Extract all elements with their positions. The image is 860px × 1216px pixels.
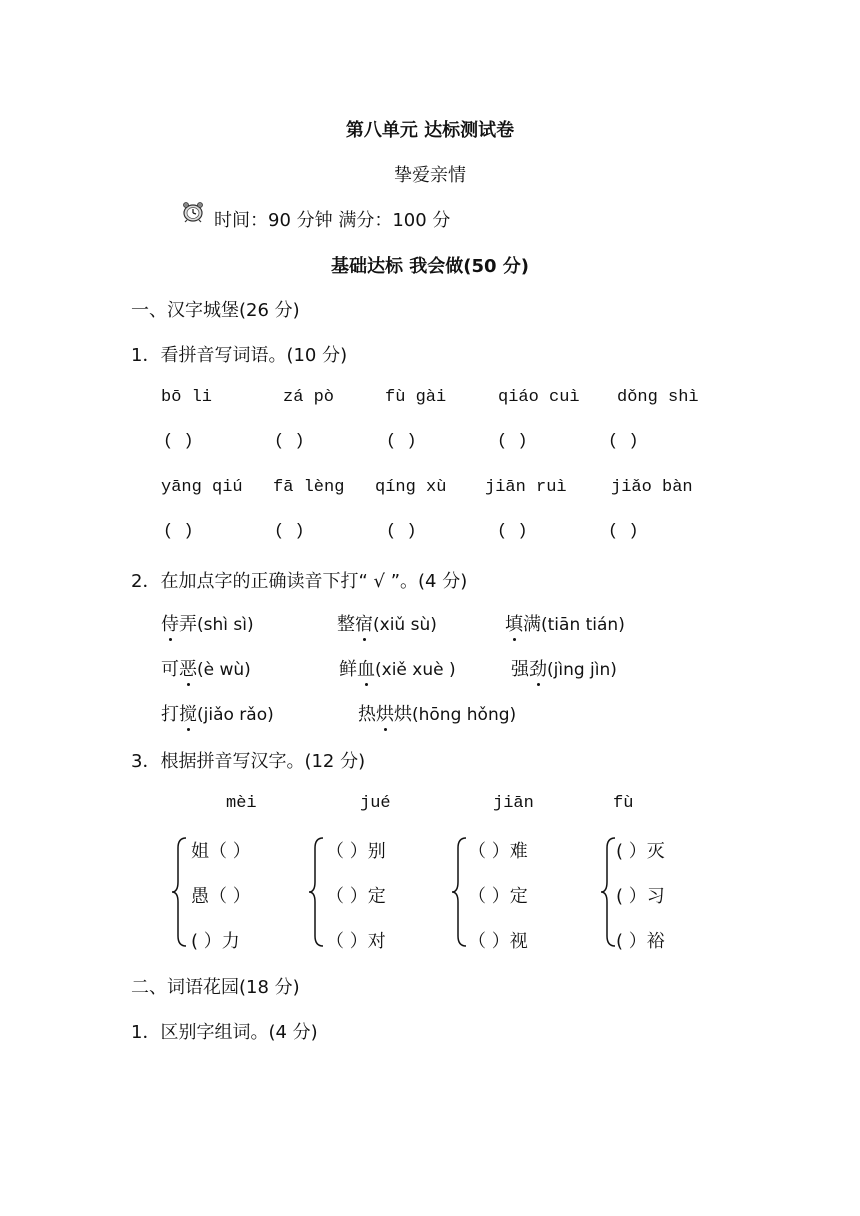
pronunciation-item[interactable] <box>337 610 437 636</box>
pinyin-item: jiǎo bàn <box>611 478 693 497</box>
word-part: 弄 <box>179 614 197 635</box>
pronunciation-options: (tiān tián) <box>541 615 625 635</box>
answer-blank[interactable]: ( ) <box>608 522 639 541</box>
pronunciation-options: (xiě xuè ) <box>375 660 456 680</box>
answer-blank[interactable]: ( ) <box>274 522 305 541</box>
pronunciation-options: (shì sì) <box>197 615 254 635</box>
word-part: 热 <box>358 704 376 725</box>
dotted-char: 劲 <box>529 659 547 680</box>
fill-line[interactable]: ( ）力 <box>191 931 240 952</box>
pronunciation-options: (xiǔ sù) <box>373 615 437 635</box>
pronunciation-options: (è wù) <box>197 660 251 680</box>
fill-line[interactable]: （ ）定 <box>326 886 386 907</box>
word-part: 烘 <box>394 704 412 725</box>
group-pinyin: jiān <box>493 794 534 813</box>
word-part: 可 <box>161 659 179 680</box>
brace-symbol <box>307 836 325 948</box>
brace-symbol <box>599 836 617 948</box>
pinyin-item: jiān ruì <box>485 478 567 497</box>
pinyin-item: fā lèng <box>273 478 345 497</box>
fill-line[interactable]: ( ）裕 <box>616 931 665 952</box>
pronunciation-item[interactable] <box>339 655 456 681</box>
q2-title: 2．在加点字的正确读音下打“ √ ”。(4 分) <box>131 571 468 592</box>
pronunciation-item[interactable] <box>161 610 254 636</box>
answer-blank[interactable]: ( ) <box>274 432 305 451</box>
fill-line[interactable]: （ ）定 <box>468 886 528 907</box>
fill-line[interactable]: ( ）灭 <box>616 841 665 862</box>
part1-title: 一、汉字城堡(26 分) <box>131 300 300 321</box>
page-title: 第八单元 达标测试卷 <box>345 120 515 141</box>
page-subtitle: 挚爱亲情 <box>394 165 466 186</box>
brace-symbol <box>170 836 188 948</box>
brace-symbol <box>450 836 468 948</box>
dotted-char: 血 <box>357 659 375 680</box>
pronunciation-options: (jiǎo rǎo) <box>197 705 274 725</box>
group-pinyin: mèi <box>226 794 257 813</box>
pinyin-item: fù gài <box>385 388 447 407</box>
dotted-char: 搅 <box>179 704 197 725</box>
pronunciation-options: (hōng hǒng) <box>412 705 517 725</box>
word-part: 打 <box>161 704 179 725</box>
answer-blank[interactable]: ( ) <box>386 432 417 451</box>
group-pinyin: fù <box>613 794 634 813</box>
word-part: 满 <box>523 614 541 635</box>
part2-title: 二、词语花园(18 分) <box>131 977 300 998</box>
pronunciation-item[interactable] <box>358 700 516 726</box>
fill-line[interactable]: （ ）视 <box>468 931 528 952</box>
pinyin-item: yāng qiú <box>161 478 243 497</box>
pronunciation-item[interactable] <box>505 610 625 636</box>
pinyin-item: bō li <box>161 388 213 407</box>
dotted-char: 恶 <box>179 659 197 680</box>
q3-title: 3．根据拼音写汉字。(12 分) <box>131 751 366 772</box>
dotted-char: 填 <box>505 614 523 635</box>
q1-title: 1．看拼音写词语。(10 分) <box>131 345 348 366</box>
fill-line[interactable]: 姐（ ） <box>191 841 251 862</box>
word-part: 鲜 <box>339 659 357 680</box>
pronunciation-item[interactable] <box>511 655 617 681</box>
answer-blank[interactable]: ( ) <box>608 432 639 451</box>
dotted-char: 宿 <box>355 614 373 635</box>
part2-q1-title: 1．区别字组词。(4 分) <box>131 1022 318 1043</box>
pronunciation-item[interactable] <box>161 700 274 726</box>
pinyin-item: zá pò <box>283 388 335 407</box>
pronunciation-item[interactable] <box>161 655 251 681</box>
clock-icon <box>181 201 205 227</box>
section-heading: 基础达标 我会做(50 分) <box>330 256 530 277</box>
answer-blank[interactable]: ( ) <box>497 522 528 541</box>
pinyin-item: qiáo cuì <box>498 388 580 407</box>
group-pinyin: jué <box>360 794 391 813</box>
fill-line[interactable]: ( ）习 <box>616 886 665 907</box>
dotted-char: 烘 <box>376 704 394 725</box>
answer-blank[interactable]: ( ) <box>386 522 417 541</box>
dotted-char: 侍 <box>161 614 179 635</box>
fill-line[interactable]: （ ）难 <box>468 841 528 862</box>
word-part: 强 <box>511 659 529 680</box>
answer-blank[interactable]: ( ) <box>163 522 194 541</box>
time-info: 时间：90 分钟 满分：100 分 <box>214 210 451 231</box>
fill-line[interactable]: （ ）对 <box>326 931 386 952</box>
pronunciation-options: (jìng jìn) <box>547 660 617 680</box>
answer-blank[interactable]: ( ) <box>163 432 194 451</box>
pinyin-item: dǒng shì <box>617 388 699 407</box>
fill-line[interactable]: 愚（ ） <box>191 886 251 907</box>
pinyin-item: qíng xù <box>375 478 447 497</box>
word-part: 整 <box>337 614 355 635</box>
fill-line[interactable]: （ ）别 <box>326 841 386 862</box>
answer-blank[interactable]: ( ) <box>497 432 528 451</box>
